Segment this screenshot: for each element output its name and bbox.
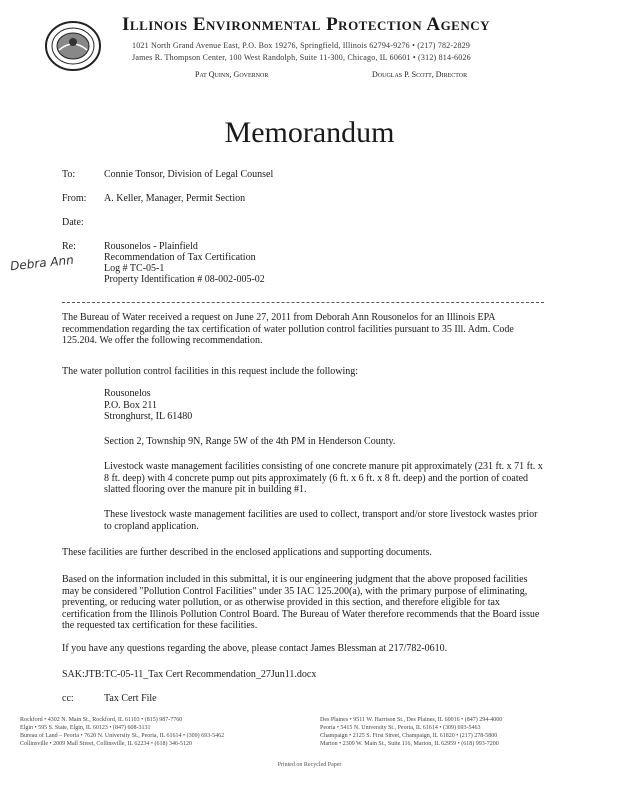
- footer-line: Bureau of Land – Peoria • 7620 N. University St., Peoria, IL 61614 • (309) 693-5462: [20, 733, 225, 739]
- applicant-address: [104, 388, 544, 423]
- address-line: Stronghurst, IL 61480: [104, 411, 193, 422]
- paragraph-request: The Bureau of Water received a request on June 27, 2011 from Deborah Ann Rousonelos for an Illinois EPA recommendation regarding the tax certification of water pollution control facilities pursuant to 35 Ill. Adm. Code 125.204. We offer the following recommendation.: [62, 312, 514, 346]
- footer-line: Peoria • 5415 N. University St., Peoria, IL 61614 • (309) 693-5463: [320, 725, 481, 731]
- director-name: Douglas P. Scott, Director: [372, 70, 468, 79]
- date-label: Date:: [62, 217, 84, 228]
- paragraph-facilities-intro: The water pollution control facilities in this request include the following:: [62, 366, 359, 377]
- footer-line: Collinsville • 2009 Mall Street, Collinsville, IL 62234 • (618) 346-5120: [20, 741, 192, 747]
- governor-name: Pat Quinn, Governor: [195, 70, 269, 79]
- footer-line: Des Plaines • 9511 W. Harrison St., Des Plaines, IL 60016 • (847) 294-4000: [320, 717, 503, 723]
- handwritten-note: Debra Ann: [9, 252, 75, 274]
- re-line: Rousonelos - Plainfield: [104, 241, 198, 252]
- address-line-1: 1021 North Grand Avenue East, P.O. Box 19276, Springfield, Illinois 62794-9276 • (217) 782-2829: [132, 41, 471, 50]
- to-label: To:: [62, 169, 76, 180]
- location-text: Section 2, Township 9N, Range 5W of the 4th PM in Henderson County.: [104, 436, 396, 447]
- re-line: Recommendation of Tax Certification: [104, 252, 256, 263]
- footer-line: Elgin • 595 S. State, Elgin, IL 60123 • (847) 608-3131: [20, 725, 151, 731]
- divider: [62, 302, 544, 303]
- footer-offices-left: [20, 716, 224, 748]
- re-subject: [104, 241, 265, 285]
- recycled-paper-note: Printed on Recycled Paper: [277, 762, 342, 768]
- file-reference: SAK:JTB:TC-05-11_Tax Cert Recommendation_27Jun11.docx: [62, 669, 317, 680]
- from-value: A. Keller, Manager, Permit Section: [104, 193, 246, 204]
- agency-seal-logo: [44, 20, 102, 72]
- from-label: From:: [62, 193, 87, 204]
- facilities-description: Livestock waste management facilities consisting of one concrete manure pit approximately (231 ft. x 71 ft. x 8 ft. deep) with 4 concrete pump out pits approximately (6 ft. x 6 ft. x 8 ft. deep) and the portion of coated slatted flooring over the manure pit in building #1.: [104, 461, 543, 495]
- facilities-usage: These livestock waste management facilities are used to collect, transport and/or store livestock wastes prior to cropland application.: [104, 509, 538, 532]
- footer-line: Marion • 2309 W. Main St., Suite 116, Marion, IL 62959 • (618) 993-7200: [320, 741, 499, 747]
- to-value: Connie Tonsor, Division of Legal Counsel: [104, 169, 274, 180]
- footer-offices-right: [320, 716, 502, 748]
- cc-value: Tax Cert File: [104, 693, 157, 704]
- memo-title: Memorandum: [224, 116, 395, 149]
- paragraph-enclosures: These facilities are further described in the enclosed applications and supporting documents.: [62, 547, 432, 558]
- paragraph-judgment: Based on the information included in this submittal, it is our engineering judgment that the above proposed facilities may be considered "Pollution Control Facilities" under 35 IAC 125.200(a), with the primary purpose of eliminating, preventing, or reducing water pollution, or as otherwise provided in this section, and therefore eligible for tax certification from the Illinois Pollution Control Board. The Bureau of Water therefore recommends that the Board issue the requested tax certification for these facilities.: [62, 574, 540, 631]
- re-line: Property Identification # 08-002-005-02: [104, 274, 265, 285]
- address-line-2: James R. Thompson Center, 100 West Randolph, Suite 11-300, Chicago, IL 60601 • (312) 814-6026: [132, 53, 471, 62]
- address-line: Rousonelos: [104, 388, 151, 399]
- address-line: P.O. Box 211: [104, 399, 157, 411]
- cc-label: cc:: [62, 693, 74, 704]
- agency-name: Illinois Environmental Protection Agency: [122, 14, 491, 35]
- paragraph-contact: If you have any questions regarding the above, please contact James Blessman at 217/782-0610.: [62, 643, 448, 654]
- re-line: Log # TC-05-1: [104, 263, 165, 274]
- footer-line: Rockford • 4302 N. Main St., Rockford, IL 61103 • (815) 987-7760: [20, 717, 183, 723]
- re-label: Re:: [62, 241, 76, 252]
- footer-line: Champaign • 2125 S. First Street, Champaign, IL 61820 • (217) 278-5800: [320, 733, 498, 739]
